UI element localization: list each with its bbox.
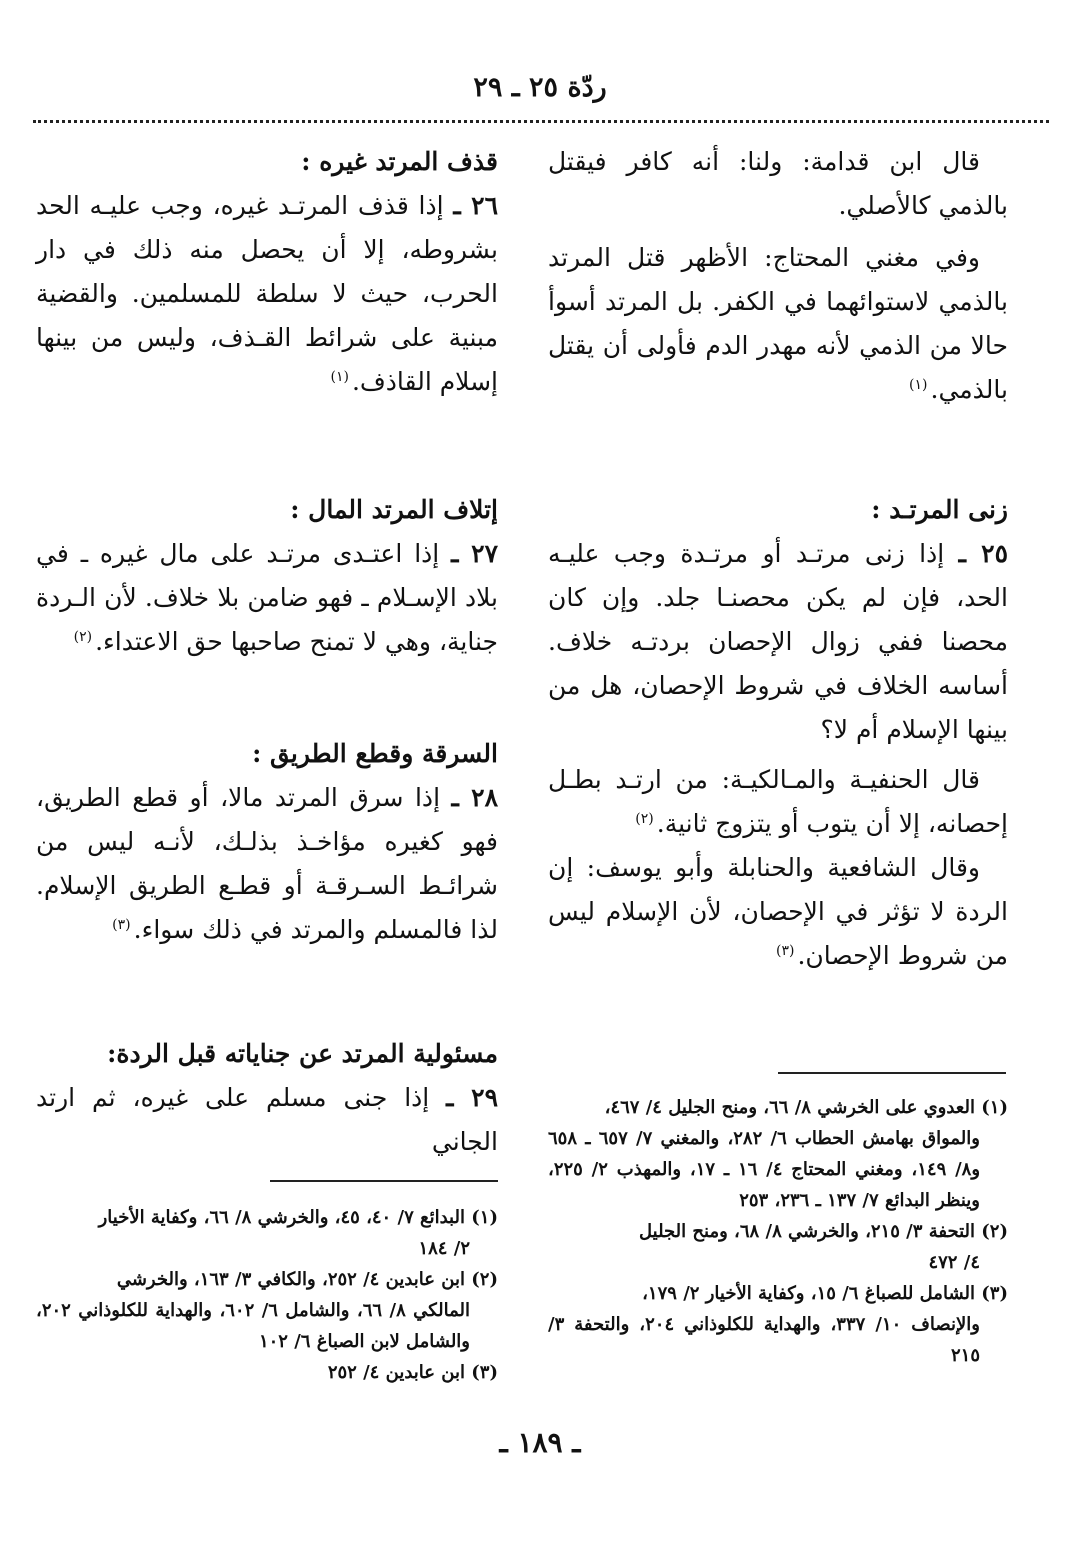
section-paragraph: ٢٧ ـ إذا اعتـدى مرتـد على مال غيره ـ في بلاد الإسـلام ـ فهو ضامن بلا خلاف. لأن الـردة جناية، وهي لا تمنح صاحبها حق الاعتداء.$^{(٢)}$ [36,539,499,656]
paragraph-mughni-muhtaj: وفي مغني المحتاج: الأظهر قتل المرتد بالذمي لاستوائهما في الكفر. بل المرتد أسوأ حالا من الذمي لأنه مهدر الدم فأولى أن يقتل بالذمي.$^{(١)}$ [548,243,1008,404]
section-number: ٢٨ ـ [451,783,499,812]
footnotes-right [548,1092,1008,1371]
footnote-continuation: المالكي ٨/ ٦٦، والشامل ٦/ ٦٠٢، والهداية للكلوذاني ٢٠٢، والشامل لابن الصباغ ٦/ ١٠٢ [36,1300,470,1352]
section-number: ٢٩ ـ [446,1083,499,1112]
section-paragraph: ٢٥ ـ إذا زنى مرتـد أو مرتـدة وجب عليـه الحد، فإن لم يكن محصنـا جلد. وإن كان محصنا ففي زوال الإحصان بردتـه خلاف. أساسه الخلاف في شروط الإحصان، هل من بينها الإسلام أم لا؟ [548,539,1008,744]
footnote-continuation: والإنصاف ١٠/ ٣٣٧، والهداية للكلوذاني ٢٠٤، والتحفة ٣/ ٢١٥ [548,1314,980,1366]
footnote: (١) البدائع ٧/ ٤٠، ٤٥، والخرشي ٨/ ٦٦، وكفاية الأخيار [98,1207,498,1228]
footnote-divider-left [270,1180,498,1182]
section-number: ٢٧ ـ [451,539,499,568]
footnote-ref: (٢) [73,628,93,645]
paragraph-ibn-qudama: قال ابن قدامة: ولنا: أنه كافر فيقتل بالذمي كالأصلي. [548,147,1008,220]
footnote-continuation: والمواق بهامش الحطاب ٦/ ٢٨٢، والمغني ٧/ ٦٥٧ ـ ٦٥٨ و٨/ ١٤٩، ومغني المحتاج ٤/ ١٦ ـ ١٧، والمهذب ٢/ ٢٢٥، وينظر البدائع ٧/ ١٣٧ ـ ٢٣٦، ٢٥٣ [548,1128,981,1211]
section-paragraph: ٢٨ ـ إذا سرق المرتد مالا، أو قطع الطريق، فهو كغيره مؤاخـذ بذلـك، لأنـه ليس من شرائـط السـرقـة أو قطـع الطريق الإسلام. لذا فالمسلم والمرتد في ذلك سواء.$^{(٣)}$ [36,783,499,944]
footnote-ref: (١) [330,368,349,385]
section-26-apostate-slander [36,140,498,404]
page-number: ـ ١٨٩ ـ [499,1426,581,1459]
section-heading: السرقة وقطع الطريق : [252,739,498,768]
section-number: ٢٥ ـ [958,539,1008,568]
paragraph-shafii-hanbali: وقال الشافعية والحنابلة وأبو يوسف: إن الردة لا تؤثر في الإحصان، لأن الإسلام ليس من شروط الإحصان.$^{(٣)}$ [548,853,1008,970]
footnote: (٢) التحفة ٣/ ٢١٥، والخرشي ٨/ ٦٨، ومنح الجليل [639,1221,1008,1242]
footnote: (١) العدوي على الخرشي ٨/ ٦٦، ومنح الجليل ٤/ ٤٦٧، [604,1097,1008,1118]
section-number: ٢٦ ـ [453,191,498,220]
footnote-ref: (٢) [635,810,654,827]
section-heading: قذف المرتد غيره : [301,147,498,176]
section-29-prior-crimes [36,1032,498,1164]
section-paragraph: ٢٦ ـ إذا قذف المرتـد غيره، وجب عليـه الحد بشروطه، إلا أن يحصل منه ذلك في دار الحرب، حيث لا سلطة للمسلمين. والقضية مبنية على شرائط القـذف، وليس من بينها إسلام القاذف.$^{(١)}$ [36,191,498,396]
section-heading: زنى المرتـد : [871,495,1008,524]
footnote-continuation: ٢/ ١٨٤ [418,1238,470,1259]
right-column-opening-text [548,140,1008,412]
header-dotted-divider [33,120,1049,123]
section-25-apostate-adultery [548,488,1008,978]
section-28-theft-banditry [36,732,498,952]
page-header-title: ردّة ٢٥ ـ ٢٩ [473,72,607,103]
section-paragraph: ٢٩ ـ إذا جنى مسلم على غيره، ثم ارتد الجاني [36,1083,499,1156]
footnote: (٢) ابن عابدين ٤/ ٢٥٢، والكافي ٣/ ١٦٣، والخرشي [116,1269,498,1290]
footnote-ref: (٣) [112,916,131,933]
section-heading: مسئولية المرتد عن جناياته قبل الردة: [107,1039,498,1068]
paragraph-hanafi-maliki: قال الحنفيـة والمـالكيـة: من ارتـد بطـل إحصانه، إلا أن يتوب أو يتزوج ثانية.$^{(٢)}$ [548,765,1008,838]
section-heading: إتلاف المرتد المال : [290,495,498,524]
footnotes-left [36,1202,498,1388]
footnote-divider-right [778,1072,1006,1074]
footnote-ref: (١) [909,376,928,393]
footnote-continuation: ٤/ ٤٧٢ [928,1252,980,1273]
footnote: (٣) الشامل للصباغ ٦/ ١٥، وكفاية الأخيار ٢/ ١٧٩، [642,1283,1008,1304]
section-27-property-damage [36,488,498,664]
footnote-ref: (٣) [776,942,795,959]
footnote: (٣) ابن عابدين ٤/ ٢٥٢ [327,1362,498,1383]
